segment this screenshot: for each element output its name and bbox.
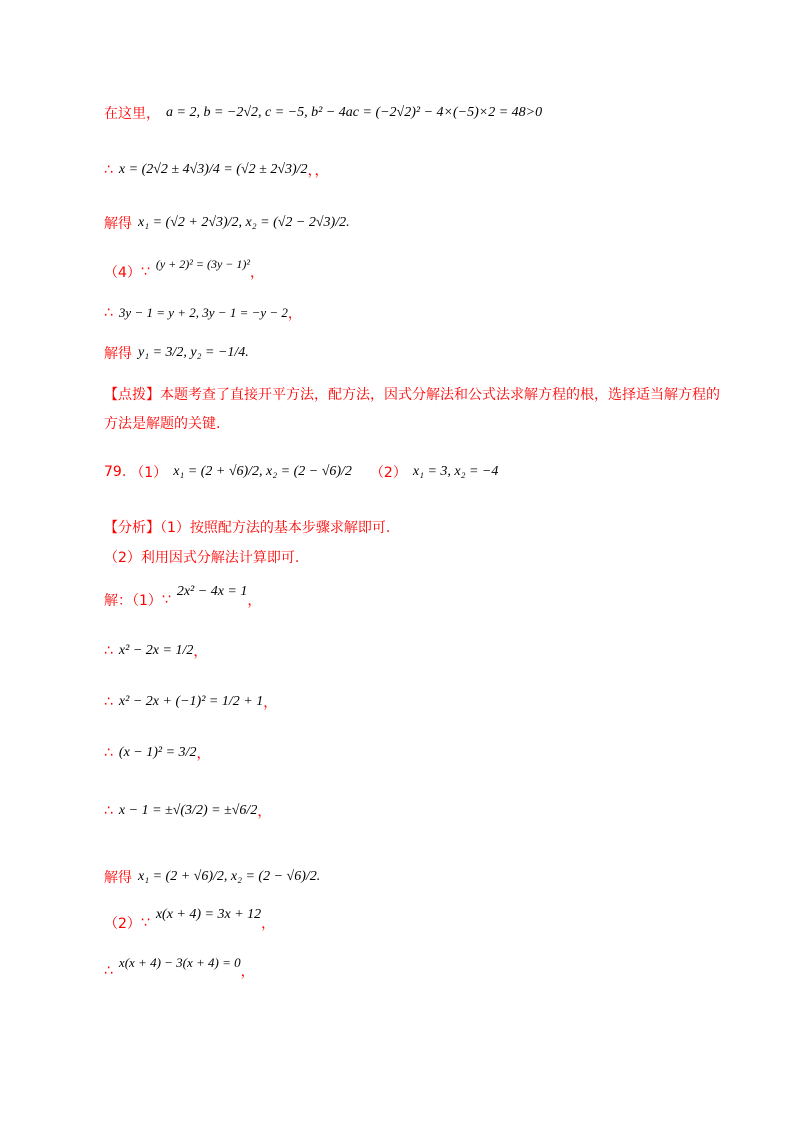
therefore-symbol: ∴: [104, 963, 113, 979]
line-answer-79: [104, 462, 498, 482]
formula-y1-y2: y₁ = 3/2, y₂ = −1/4: [138, 345, 246, 360]
punctuation: .: [346, 215, 350, 230]
formula-y-cases: 3y − 1 = y + 2, 3y − 1 = −y − 2: [118, 305, 288, 320]
line-coefficients: [104, 103, 542, 123]
punctuation: ，: [196, 746, 211, 762]
line-part2-given: [104, 907, 276, 933]
line-step-2: [104, 692, 277, 712]
analysis-text-2: （2）利用因式分解法计算即可.: [104, 550, 300, 566]
formula-given-2: x(x + 4) = 3x + 12: [155, 907, 262, 922]
label-solve: 解得: [104, 346, 132, 362]
punctuation: ，: [287, 306, 302, 322]
punctuation: ，，: [307, 163, 329, 179]
punctuation: ，: [247, 593, 262, 609]
answer-part-2: x₁ = 3, x₂ = −4: [412, 464, 499, 479]
label-here: 在这里，: [104, 106, 160, 122]
formula-step-3: (x − 1)² = 3/2: [118, 745, 197, 760]
line-part4-given: [104, 256, 264, 282]
formula-given-1: 2x² − 4x = 1: [176, 584, 248, 599]
line-step-4: [104, 801, 271, 821]
analysis-text: 【分析】（1）按照配方法的基本步骤求解即可.: [104, 520, 391, 536]
therefore-symbol: ∴: [104, 162, 113, 178]
line-part2-step: [104, 955, 255, 981]
line-solution-1-final: [104, 867, 320, 887]
line-quadratic-formula: [104, 160, 329, 180]
formula-part2-step: x(x + 4) − 3(x + 4) = 0: [118, 955, 241, 970]
therefore-symbol: ∴: [104, 803, 113, 819]
formula-step-2: x² − 2x + (−1)² = 1/2 + 1: [118, 694, 264, 709]
line-analysis: [104, 517, 390, 537]
line-part4-cases: [104, 303, 302, 323]
punctuation: .: [245, 345, 249, 360]
formula-discriminant: a = 2, b = −2√2, c = −5, b² − 4ac = (−2√2)² − 4×(−5)×2 = 48>0: [166, 105, 543, 120]
formula-x1-x2: x₁ = (√2 + 2√3)/2, x₂ = (√2 − 2√3)/2: [138, 215, 347, 230]
label-part-1: （1）: [130, 465, 168, 481]
punctuation: ，: [193, 644, 208, 660]
punctuation: ，: [261, 916, 276, 932]
label-part-2: （2）: [104, 916, 141, 932]
label-solution-part-1: 解：（1）: [104, 593, 162, 609]
therefore-symbol: ∴: [104, 694, 113, 710]
line-part4-solution: [104, 343, 249, 363]
line-solution-start: [104, 584, 262, 610]
formula-step-1: x² − 2x = 1/2: [118, 643, 194, 658]
line-analysis-2: [104, 547, 299, 567]
punctuation: ，: [263, 695, 278, 711]
therefore-symbol: ∴: [104, 745, 113, 761]
tip-text: 【点拨】本题考查了直接开平方法，配方法，因式分解法和公式法求解方程的根，选择适当解方程的: [104, 387, 720, 403]
line-tip: [104, 384, 720, 404]
because-symbol: ∵: [161, 592, 171, 608]
because-symbol: ∵: [140, 915, 150, 931]
problem-number: 79.: [104, 464, 127, 480]
line-step-1: [104, 641, 207, 661]
formula-x-roots: x = (2√2 ± 4√3)/4 = (√2 ± 2√3)/2: [118, 162, 308, 177]
formula-final-1: x₁ = (2 + √6)/2, x₂ = (2 − √6)/2: [138, 869, 317, 884]
because-symbol: ∵: [140, 264, 150, 280]
line-solution-3: [104, 213, 350, 233]
therefore-symbol: ∴: [104, 643, 113, 659]
punctuation: ，: [240, 964, 255, 980]
punctuation: ，: [257, 804, 272, 820]
answer-part-1: x₁ = (2 + √6)/2, x₂ = (2 − √6)/2: [173, 464, 352, 479]
line-tip-cont: [104, 413, 220, 433]
punctuation: ，: [249, 265, 264, 281]
label-solve: 解得: [104, 870, 132, 886]
punctuation: .: [316, 869, 321, 884]
label-part-2: （2）: [369, 465, 407, 481]
therefore-symbol: ∴: [104, 305, 113, 321]
label-part-4: （4）: [104, 265, 141, 281]
label-solve: 解得: [104, 216, 132, 232]
tip-text-cont: 方法是解题的关键.: [104, 416, 221, 432]
line-step-3: [104, 743, 210, 763]
formula-step-4: x − 1 = ±√(3/2) = ±√6/2: [118, 803, 258, 818]
formula-y-equation: (y + 2)² = (3y − 1)²: [155, 256, 250, 271]
